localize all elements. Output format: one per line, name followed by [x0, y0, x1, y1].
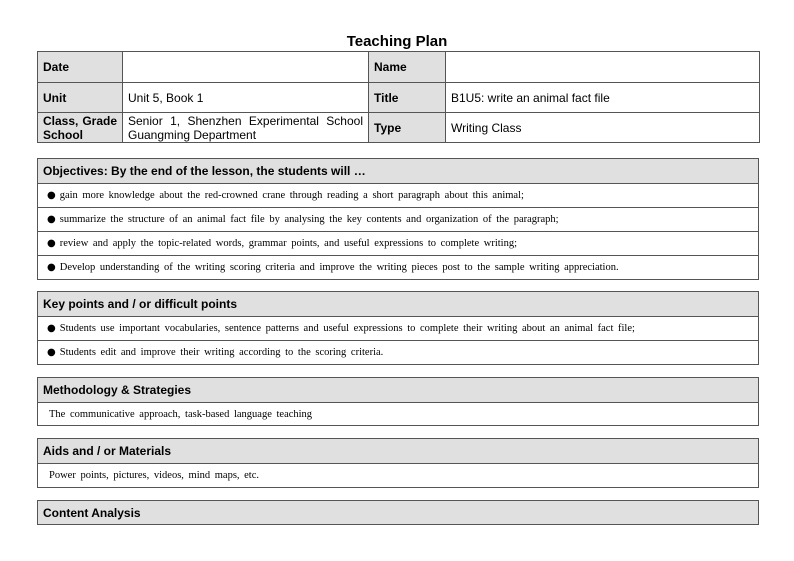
objectives-heading: Objectives: By the end of the lesson, the students will …	[38, 159, 758, 183]
keypoint-text: Students edit and improve their writing according to the scoring criteria.	[59, 347, 384, 358]
keypoint-item	[38, 340, 758, 364]
bullet-icon: ●	[47, 238, 56, 249]
aids-section	[37, 438, 759, 488]
aids-text: Power points, pictures, videos, mind maps, etc.	[38, 463, 758, 487]
content-analysis-heading: Content Analysis	[38, 501, 758, 524]
aids-heading: Aids and / or Materials	[38, 439, 758, 463]
methodology-text: The communicative approach, task-based language teaching	[38, 402, 758, 425]
methodology-section	[37, 377, 759, 426]
unit-label: Unit	[38, 83, 123, 113]
objective-text: summarize the structure of an animal fact file by analysing the key contents and organization of the paragraph;	[59, 214, 559, 225]
objective-item	[38, 207, 758, 231]
type-label: Type	[369, 113, 446, 143]
keypoint-item	[38, 316, 758, 340]
info-table	[37, 51, 760, 143]
objective-item	[38, 183, 758, 207]
date-value[interactable]	[123, 52, 369, 83]
date-label: Date	[38, 52, 123, 83]
bullet-icon: ●	[47, 323, 56, 334]
class-value[interactable]	[123, 113, 369, 143]
bullet-icon: ●	[47, 262, 56, 273]
objective-text: Develop understanding of the writing scoring criteria and improve the writing pieces post to the sample writing appreciation.	[59, 262, 619, 273]
objectives-section	[37, 158, 759, 280]
info-row-class	[38, 113, 760, 143]
class-label-line2: School	[43, 127, 84, 142]
name-value[interactable]	[446, 52, 760, 83]
class-label	[38, 113, 123, 143]
objective-text: review and apply the topic-related words, grammar points, and useful expressions to complete writing;	[59, 238, 517, 249]
unit-value[interactable]: Unit 5, Book 1	[123, 83, 369, 113]
title-value[interactable]: B1U5: write an animal fact file	[446, 83, 760, 113]
bullet-icon: ●	[47, 214, 56, 225]
objective-item	[38, 255, 758, 279]
keypoints-section	[37, 291, 759, 365]
keypoints-heading: Key points and / or difficult points	[38, 292, 758, 316]
bullet-icon: ●	[47, 347, 56, 358]
page-title: Teaching Plan	[346, 33, 448, 50]
class-label-line1: Class, Grade	[43, 113, 117, 128]
bullet-icon: ●	[47, 190, 56, 201]
content-analysis-section	[37, 500, 759, 525]
class-value-line2: Guangming Department	[128, 127, 257, 142]
info-row-date	[38, 52, 760, 83]
objective-text: gain more knowledge about the red-crowned crane through reading a short paragraph about this animal;	[59, 190, 524, 201]
keypoint-text: Students use important vocabularies, sentence patterns and useful expressions to complete their writing about an animal fact file;	[59, 323, 635, 334]
type-value[interactable]: Writing Class	[446, 113, 760, 143]
objective-item	[38, 231, 758, 255]
title-label: Title	[369, 83, 446, 113]
name-label: Name	[369, 52, 446, 83]
methodology-heading: Methodology & Strategies	[38, 378, 758, 402]
class-value-line1: Senior 1, Shenzhen Experimental School	[128, 113, 363, 128]
info-row-unit	[38, 83, 760, 113]
